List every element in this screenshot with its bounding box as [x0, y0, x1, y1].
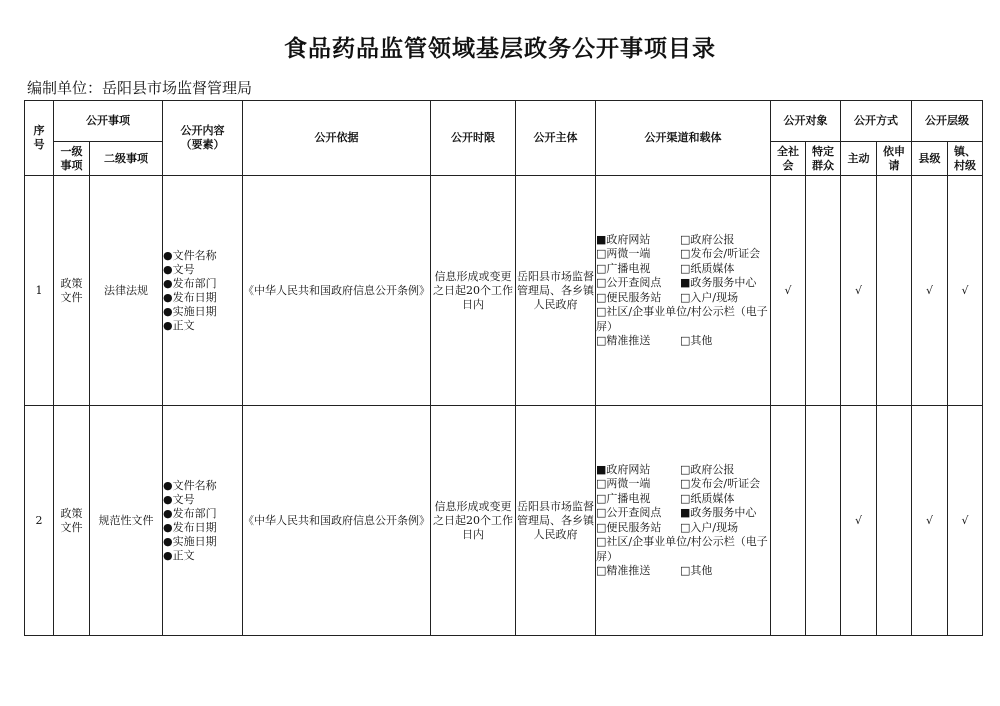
channel-option: ■政务服务中心 [680, 506, 757, 519]
table-row [25, 176, 983, 406]
row-subject: 岳阳县市场监督管理局、各乡镇人民政府 [516, 406, 596, 636]
row-method-active: √ [841, 406, 877, 636]
header-item: 公开事项 [54, 101, 163, 142]
row-level-town: √ [948, 406, 983, 636]
row-target-specific [806, 406, 841, 636]
row-basis: 《中华人民共和国政府信息公开条例》 [243, 406, 431, 636]
channel-option: □政府公报 [680, 462, 735, 476]
row-seq: 1 [25, 176, 54, 406]
header-level-town: 镇、村级 [948, 142, 983, 176]
row-time-limit: 信息形成或变更之日起20个工作日内 [431, 176, 516, 406]
header-target: 公开对象 [771, 101, 841, 142]
channel-option: □两微一端 [596, 247, 651, 260]
content-item: ●文件名称 [163, 478, 217, 492]
header-method: 公开方式 [841, 101, 912, 142]
row-level-county: √ [912, 406, 948, 636]
channel-option: □其他 [680, 334, 713, 347]
row-channels [596, 406, 771, 636]
channel-option: ■政务服务中心 [680, 276, 757, 289]
row-target-all: √ [771, 176, 806, 406]
row-level-town: √ [948, 176, 983, 406]
row-content-list [163, 176, 243, 406]
header-target-all: 全社会 [771, 142, 806, 176]
row-level-county: √ [912, 176, 948, 406]
row-level1: 政策文件 [54, 176, 90, 406]
header-level-county: 县级 [912, 142, 948, 176]
channel-option: □精准推送 [596, 564, 651, 577]
row-channels [596, 176, 771, 406]
compiling-unit: 编制单位：岳阳县市场监督管理局 [27, 79, 253, 97]
channel-option: □入户/现场 [680, 520, 739, 534]
header-method-request: 依申请 [877, 142, 912, 176]
row-target-specific [806, 176, 841, 406]
channel-option: □纸质媒体 [680, 261, 735, 275]
disclosure-catalog-table [24, 100, 983, 636]
header-target-specific: 特定群众 [806, 142, 841, 176]
row-time-limit: 信息形成或变更之日起20个工作日内 [431, 406, 516, 636]
content-item: ●正文 [163, 548, 195, 562]
content-item: ●实施日期 [163, 304, 217, 318]
channel-option: □发布会/听证会 [680, 477, 761, 490]
content-item: ●发布日期 [163, 290, 217, 304]
channel-option: □发布会/听证会 [680, 247, 761, 260]
channel-option: □政府公报 [680, 232, 735, 246]
row-level1: 政策文件 [54, 406, 90, 636]
content-item: ●发布部门 [163, 506, 217, 520]
channel-option: □纸质媒体 [680, 491, 735, 505]
row-method-active: √ [841, 176, 877, 406]
header-row-1 [25, 101, 983, 142]
channel-option: □便民服务站 [596, 290, 662, 304]
row-content-list [163, 406, 243, 636]
channel-option: □便民服务站 [596, 520, 662, 534]
content-item: ●文号 [163, 262, 195, 276]
content-item: ●发布日期 [163, 520, 217, 534]
content-item: ●文件名称 [163, 248, 217, 262]
channel-option: □公开查阅点 [596, 506, 662, 519]
row-level2: 法律法规 [90, 176, 163, 406]
row-method-request [877, 406, 912, 636]
channel-option: □两微一端 [596, 477, 651, 490]
channel-option: □公开查阅点 [596, 276, 662, 289]
channel-option: □其他 [680, 564, 713, 577]
row-level2: 规范性文件 [90, 406, 163, 636]
header-subject: 公开主体 [516, 101, 596, 176]
header-level: 公开层级 [912, 101, 983, 142]
row-method-request [877, 176, 912, 406]
channel-option: □入户/现场 [680, 290, 739, 304]
row-basis: 《中华人民共和国政府信息公开条例》 [243, 176, 431, 406]
channel-option: □社区/企事业单位/村公示栏（电子屏） [596, 535, 768, 563]
row-seq: 2 [25, 406, 54, 636]
header-content: 公开内容（要素） [163, 101, 243, 176]
content-item: ●正文 [163, 318, 195, 332]
header-level1: 一级事项 [54, 142, 90, 176]
header-seq: 序号 [25, 101, 54, 176]
row-subject: 岳阳县市场监督管理局、各乡镇人民政府 [516, 176, 596, 406]
channel-option: □社区/企事业单位/村公示栏（电子屏） [596, 305, 768, 333]
channel-option: □广播电视 [596, 491, 651, 505]
channel-option: ■政府网站 [596, 462, 651, 476]
row-target-all [771, 406, 806, 636]
page-title: 食品药品监管领域基层政务公开事项目录 [284, 36, 716, 62]
channel-option: ■政府网站 [596, 232, 651, 246]
header-channel: 公开渠道和载体 [596, 101, 771, 176]
header-time-limit: 公开时限 [431, 101, 516, 176]
channel-option: □精准推送 [596, 334, 651, 347]
header-level2: 二级事项 [90, 142, 163, 176]
content-item: ●发布部门 [163, 276, 217, 290]
header-method-active: 主动 [841, 142, 877, 176]
content-item: ●文号 [163, 492, 195, 506]
content-item: ●实施日期 [163, 534, 217, 548]
header-basis: 公开依据 [243, 101, 431, 176]
table-row [25, 406, 983, 636]
channel-option: □广播电视 [596, 261, 651, 275]
